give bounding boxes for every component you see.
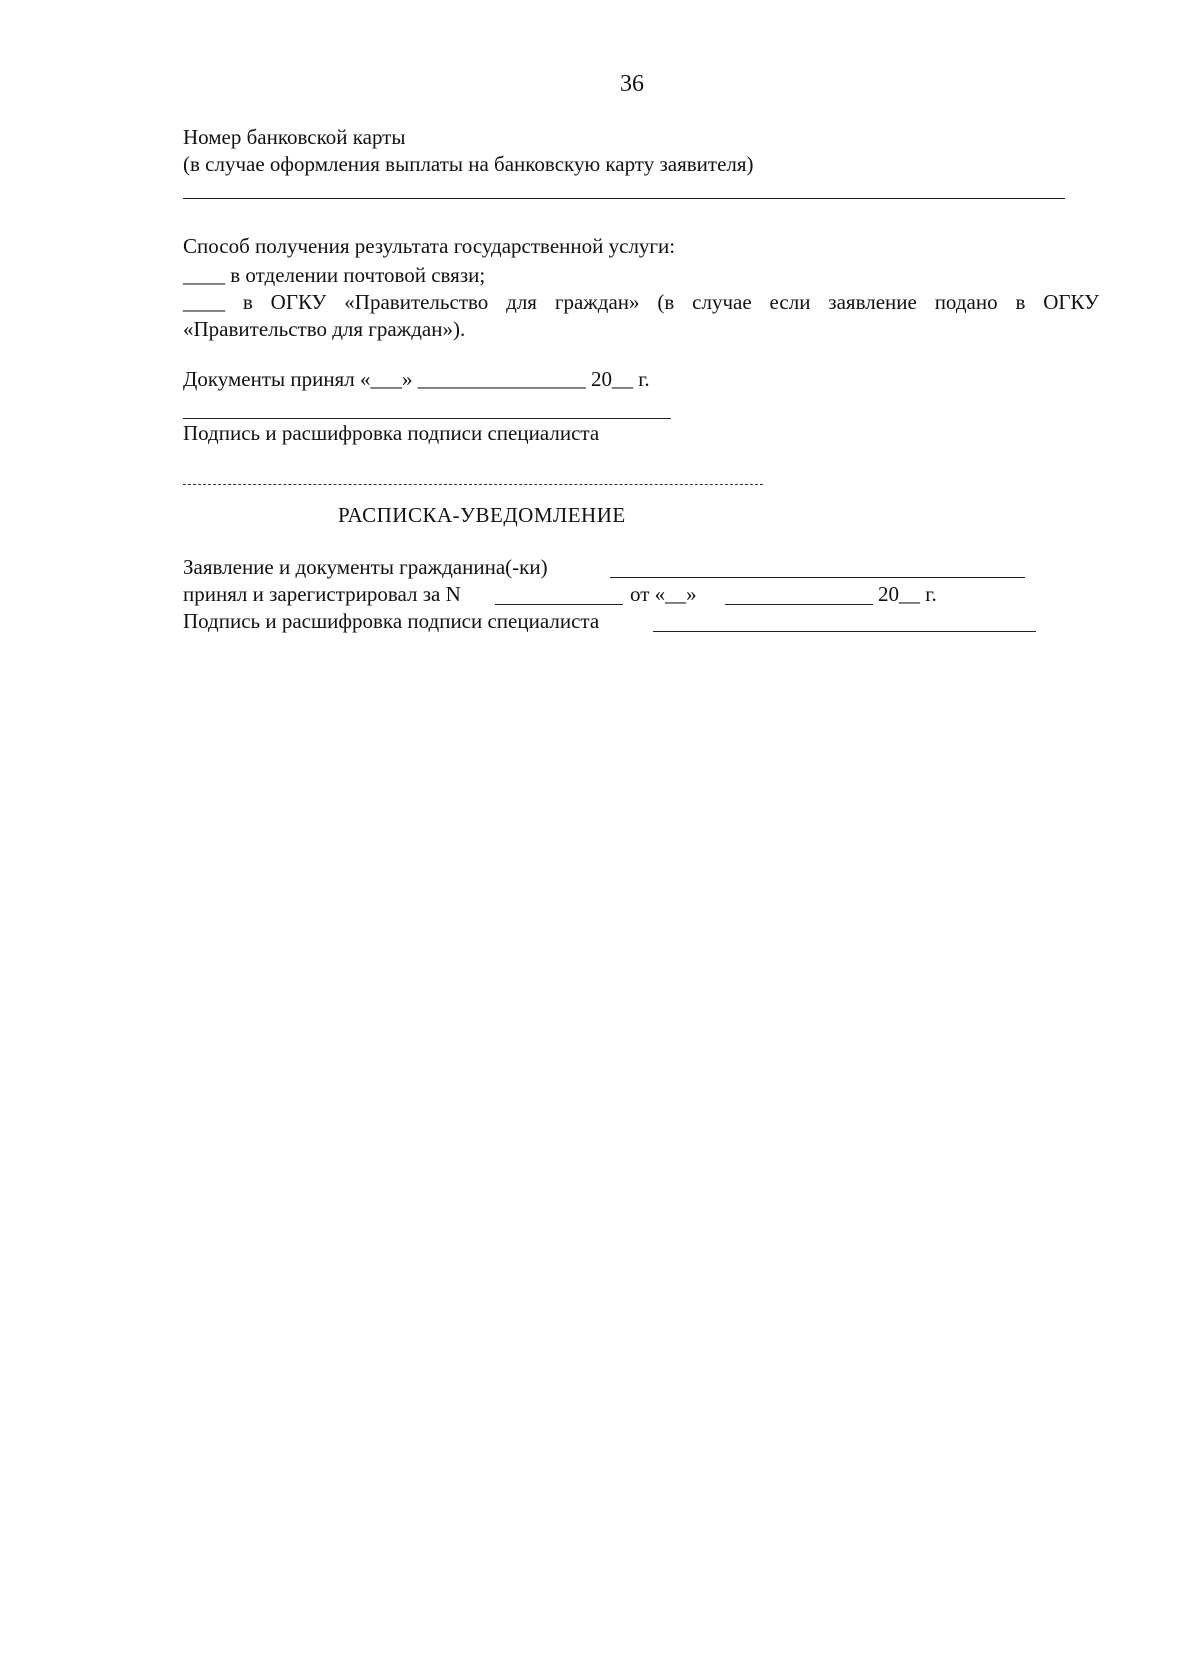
- page-number: 36: [620, 71, 644, 97]
- receipt-signature-label: Подпись и расшифровка подписи специалиста: [183, 609, 600, 633]
- signature-line: [183, 418, 671, 419]
- receipt-title: РАСПИСКА-УВЕДОМЛЕНИЕ: [338, 503, 626, 527]
- method-option-post: [183, 265, 485, 286]
- receipt-line-applicant: Заявление и документы гражданина(-ки): [183, 555, 548, 579]
- registration-date-line: [725, 604, 873, 605]
- card-number-line: [183, 198, 1065, 199]
- signature-caption: Подпись и расшифровка подписи специалиста: [183, 421, 600, 445]
- receipt-year: 20__ г.: [878, 582, 937, 606]
- option-post-blank: ____: [183, 263, 225, 287]
- method-option-ogku-cont: «Правительство для граждан»).: [183, 317, 466, 341]
- receipt-date-from: от «__»: [630, 582, 697, 606]
- applicant-name-line: [610, 577, 1025, 578]
- receipt-registered-label: принял и зарегистрировал за N: [183, 582, 461, 606]
- cut-line: [183, 484, 763, 485]
- registration-number-line: [495, 604, 623, 605]
- method-option-ogku: [183, 292, 1099, 313]
- card-number-note: (в случае оформления выплаты на банковскую карту заявителя): [183, 152, 754, 176]
- receipt-signature-line: [653, 631, 1036, 632]
- method-heading: Способ получения результата государственной услуги:: [183, 234, 676, 258]
- documents-accepted: Документы принял «___» ________________ 20__ г.: [183, 367, 650, 391]
- option-ogku-text: в ОГКУ «Правительство для граждан» (в случае если заявление подано в ОГКУ: [242, 290, 1099, 314]
- option-post-text: в отделении почтовой связи;: [230, 263, 486, 287]
- option-ogku-blank: ____: [183, 290, 225, 314]
- card-number-label: Номер банковской карты: [183, 125, 406, 149]
